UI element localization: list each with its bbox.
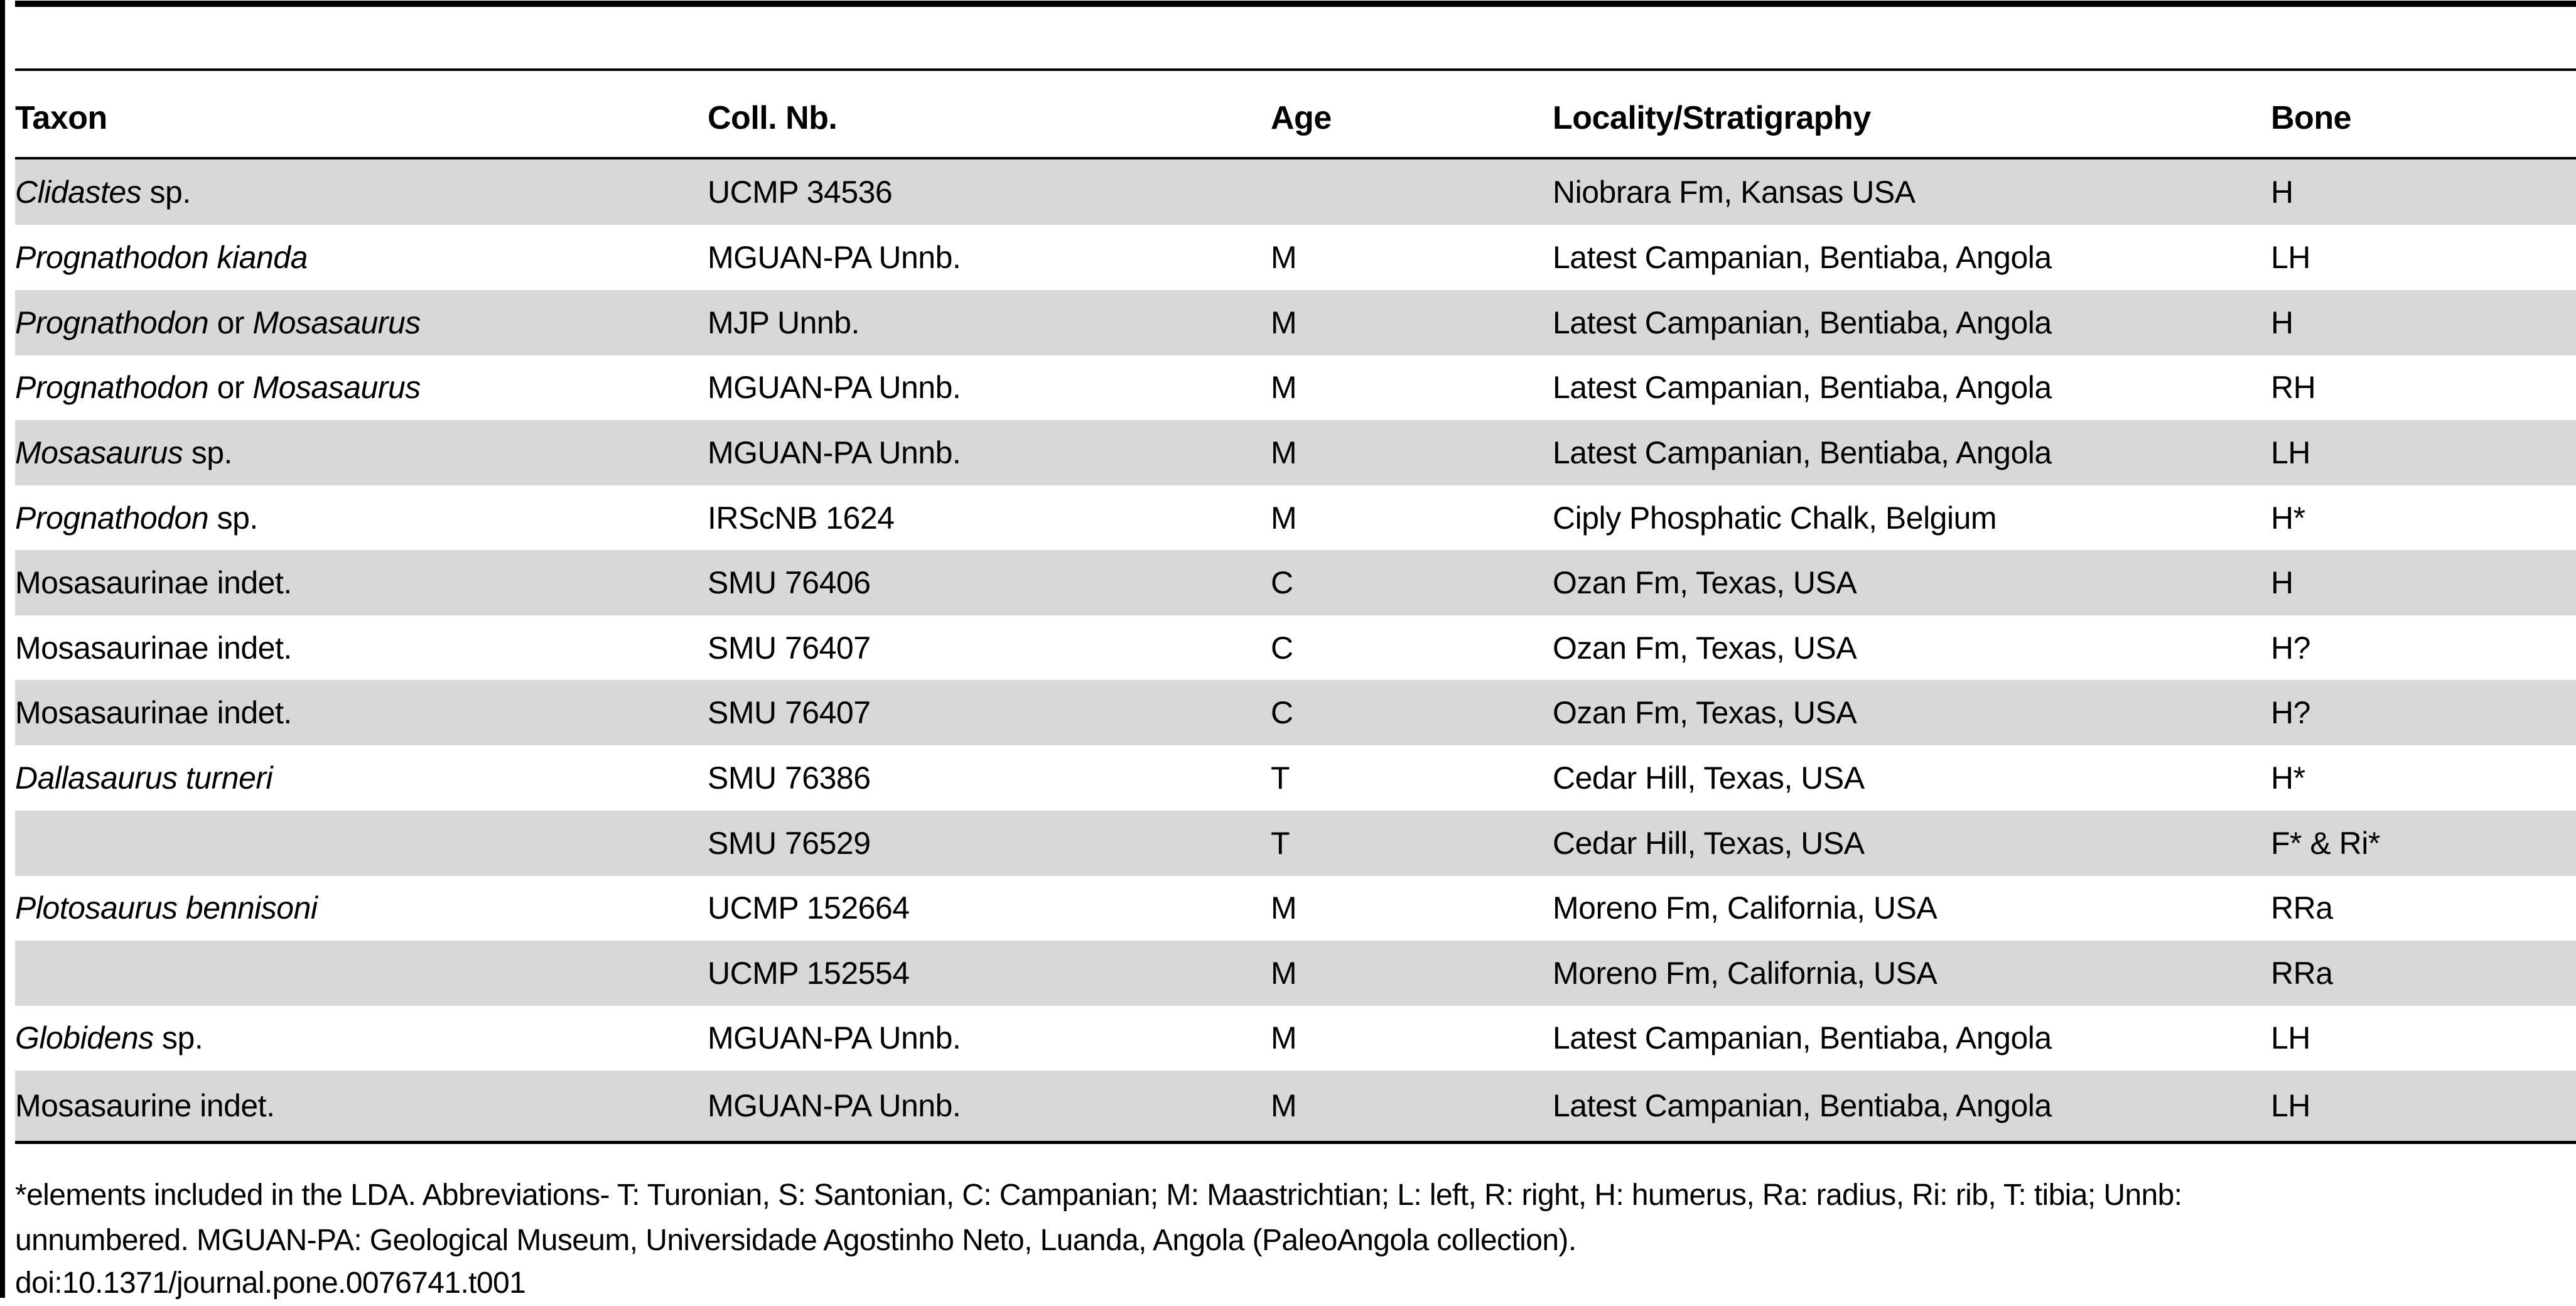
left-border: [0, 0, 5, 1298]
cell-locality: Latest Campanian, Bentiaba, Angola: [1553, 1020, 2052, 1055]
cell-locality: Latest Campanian, Bentiaba, Angola: [1553, 435, 2052, 470]
cell-coll-nb: MGUAN-PA Unnb.: [708, 1088, 961, 1123]
cell-taxon: [15, 745, 272, 811]
header-locality: Locality/Stratigraphy: [1553, 99, 1871, 136]
taxon-italic-segment: Prognathodon: [15, 305, 209, 340]
cell-locality: Cedar Hill, Texas, USA: [1553, 760, 1865, 796]
cell-bone: F* & Ri*: [2271, 826, 2380, 861]
cell-locality: Moreno Fm, California, USA: [1553, 956, 1937, 991]
cell-taxon: [15, 680, 292, 745]
cell-bone: RRa: [2271, 956, 2333, 991]
cell-coll-nb: SMU 76406: [708, 565, 871, 600]
cell-bone: H: [2271, 175, 2293, 210]
cell-age: T: [1271, 760, 1290, 796]
taxon-segment: or: [208, 305, 253, 340]
taxon-italic-segment: Mosasaurus: [252, 370, 421, 405]
taxon-italic-segment: Prognathodon kianda: [15, 240, 308, 275]
cell-age: M: [1271, 435, 1297, 470]
cell-bone: LH: [2271, 1020, 2310, 1055]
header-bone: Bone: [2271, 99, 2351, 136]
table-row: [15, 485, 2576, 551]
table-row: [15, 159, 2576, 225]
taxon-segment: Mosasaurinae indet.: [15, 565, 292, 600]
table-bottom-rule: [15, 1141, 2576, 1144]
cell-bone: H*: [2271, 500, 2305, 536]
taxon-italic-segment: Plotosaurus bennisoni: [15, 890, 318, 926]
header-taxon: Taxon: [15, 99, 107, 136]
table-row: [15, 225, 2576, 290]
cell-coll-nb: UCMP 152664: [708, 890, 910, 926]
table-row: [15, 290, 2576, 355]
table-row: [15, 1071, 2576, 1141]
cell-locality: Latest Campanian, Bentiaba, Angola: [1553, 370, 2052, 405]
taxon-segment: sp.: [141, 175, 191, 210]
taxon-italic-segment: Clidastes: [15, 175, 142, 210]
taxon-segment: Mosasaurinae indet.: [15, 630, 292, 666]
cell-age: M: [1271, 1020, 1297, 1055]
cell-bone: LH: [2271, 435, 2310, 470]
cell-coll-nb: MGUAN-PA Unnb.: [708, 240, 961, 275]
cell-taxon: [15, 420, 232, 485]
header-age: Age: [1271, 99, 1332, 136]
cell-taxon: [15, 875, 318, 941]
table-header-row: [15, 71, 2576, 157]
taxon-italic-segment: Mosasaurus: [252, 305, 421, 340]
taxon-segment: sp.: [183, 435, 232, 470]
table-top-rule: [15, 1, 2576, 7]
cell-coll-nb: MGUAN-PA Unnb.: [708, 370, 961, 405]
cell-bone: H: [2271, 305, 2293, 340]
footnote-abbreviations: *elements included in the LDA. Abbreviations- T: Turonian, S: Santonian, C: Campanian; M: Maastrichtian; L: left, R: right, H: humerus, Ra: radius, Ri: rib, T: tibia; Unnb:: [15, 1179, 2182, 1212]
table-row: [15, 875, 2576, 941]
cell-coll-nb: UCMP 34536: [708, 175, 893, 210]
cell-locality: Ciply Phosphatic Chalk, Belgium: [1553, 500, 1997, 536]
cell-bone: LH: [2271, 1088, 2310, 1123]
cell-locality: Moreno Fm, California, USA: [1553, 890, 1937, 926]
taxon-segment: sp.: [153, 1020, 203, 1055]
cell-locality: Ozan Fm, Texas, USA: [1553, 565, 1857, 600]
cell-taxon: [15, 355, 421, 420]
cell-coll-nb: SMU 76407: [708, 630, 871, 666]
cell-age: M: [1271, 240, 1297, 275]
taxon-italic-segment: Dallasaurus turneri: [15, 760, 273, 796]
cell-taxon: [15, 290, 421, 355]
table-row: [15, 615, 2576, 681]
table-row: [15, 355, 2576, 420]
cell-bone: H*: [2271, 760, 2305, 796]
table-row: [15, 420, 2576, 485]
cell-age: M: [1271, 890, 1297, 926]
cell-taxon: [15, 485, 258, 551]
taxon-segment: Mosasaurine indet.: [15, 1088, 275, 1123]
cell-bone: LH: [2271, 240, 2310, 275]
cell-coll-nb: SMU 76529: [708, 826, 871, 861]
cell-locality: Ozan Fm, Texas, USA: [1553, 695, 1857, 730]
taxon-italic-segment: Prognathodon: [15, 370, 209, 405]
cell-locality: Niobrara Fm, Kansas USA: [1553, 175, 1916, 210]
cell-age: C: [1271, 695, 1293, 730]
footnote-museum: unnumbered. MGUAN-PA: Geological Museum, Universidade Agostinho Neto, Luanda, Angola (PaleoAngola collection).: [15, 1224, 1576, 1257]
table-row: [15, 680, 2576, 745]
table-row: [15, 811, 2576, 876]
cell-age: T: [1271, 826, 1290, 861]
cell-bone: RH: [2271, 370, 2316, 405]
taxon-segment: or: [208, 370, 253, 405]
taxon-italic-segment: Prognathodon: [15, 500, 209, 536]
cell-age: M: [1271, 305, 1297, 340]
cell-coll-nb: SMU 76386: [708, 760, 871, 796]
taxon-segment: Mosasaurinae indet.: [15, 695, 292, 730]
cell-bone: H?: [2271, 695, 2310, 730]
table-row: [15, 550, 2576, 615]
cell-locality: Latest Campanian, Bentiaba, Angola: [1553, 305, 2052, 340]
cell-age: C: [1271, 630, 1293, 666]
taxon-italic-segment: Globidens: [15, 1020, 154, 1055]
table-row: [15, 1005, 2576, 1071]
cell-coll-nb: MJP Unnb.: [708, 305, 860, 340]
cell-coll-nb: IRScNB 1624: [708, 500, 895, 536]
taxon-segment: sp.: [208, 500, 258, 536]
cell-age: M: [1271, 1088, 1297, 1123]
cell-bone: H?: [2271, 630, 2310, 666]
cell-age: C: [1271, 565, 1293, 600]
cell-taxon: [15, 1005, 203, 1071]
footnote-doi: doi:10.1371/journal.pone.0076741.t001: [15, 1266, 526, 1300]
cell-coll-nb: SMU 76407: [708, 695, 871, 730]
cell-bone: RRa: [2271, 890, 2333, 926]
cell-age: M: [1271, 370, 1297, 405]
cell-taxon: [15, 550, 292, 615]
cell-locality: Cedar Hill, Texas, USA: [1553, 826, 1865, 861]
cell-locality: Latest Campanian, Bentiaba, Angola: [1553, 1088, 2052, 1123]
cell-taxon: [15, 615, 292, 681]
cell-coll-nb: UCMP 152554: [708, 956, 910, 991]
cell-bone: H: [2271, 565, 2293, 600]
cell-locality: Ozan Fm, Texas, USA: [1553, 630, 1857, 666]
table-row: [15, 941, 2576, 1006]
cell-coll-nb: MGUAN-PA Unnb.: [708, 1020, 961, 1055]
cell-taxon: [15, 1071, 274, 1141]
cell-taxon: [15, 225, 308, 290]
cell-age: M: [1271, 956, 1297, 991]
cell-taxon: [15, 159, 191, 225]
taxon-italic-segment: Mosasaurus: [15, 435, 183, 470]
cell-coll-nb: MGUAN-PA Unnb.: [708, 435, 961, 470]
header-coll-nb: Coll. Nb.: [708, 99, 838, 136]
cell-locality: Latest Campanian, Bentiaba, Angola: [1553, 240, 2052, 275]
table-row: [15, 745, 2576, 811]
cell-age: M: [1271, 500, 1297, 536]
